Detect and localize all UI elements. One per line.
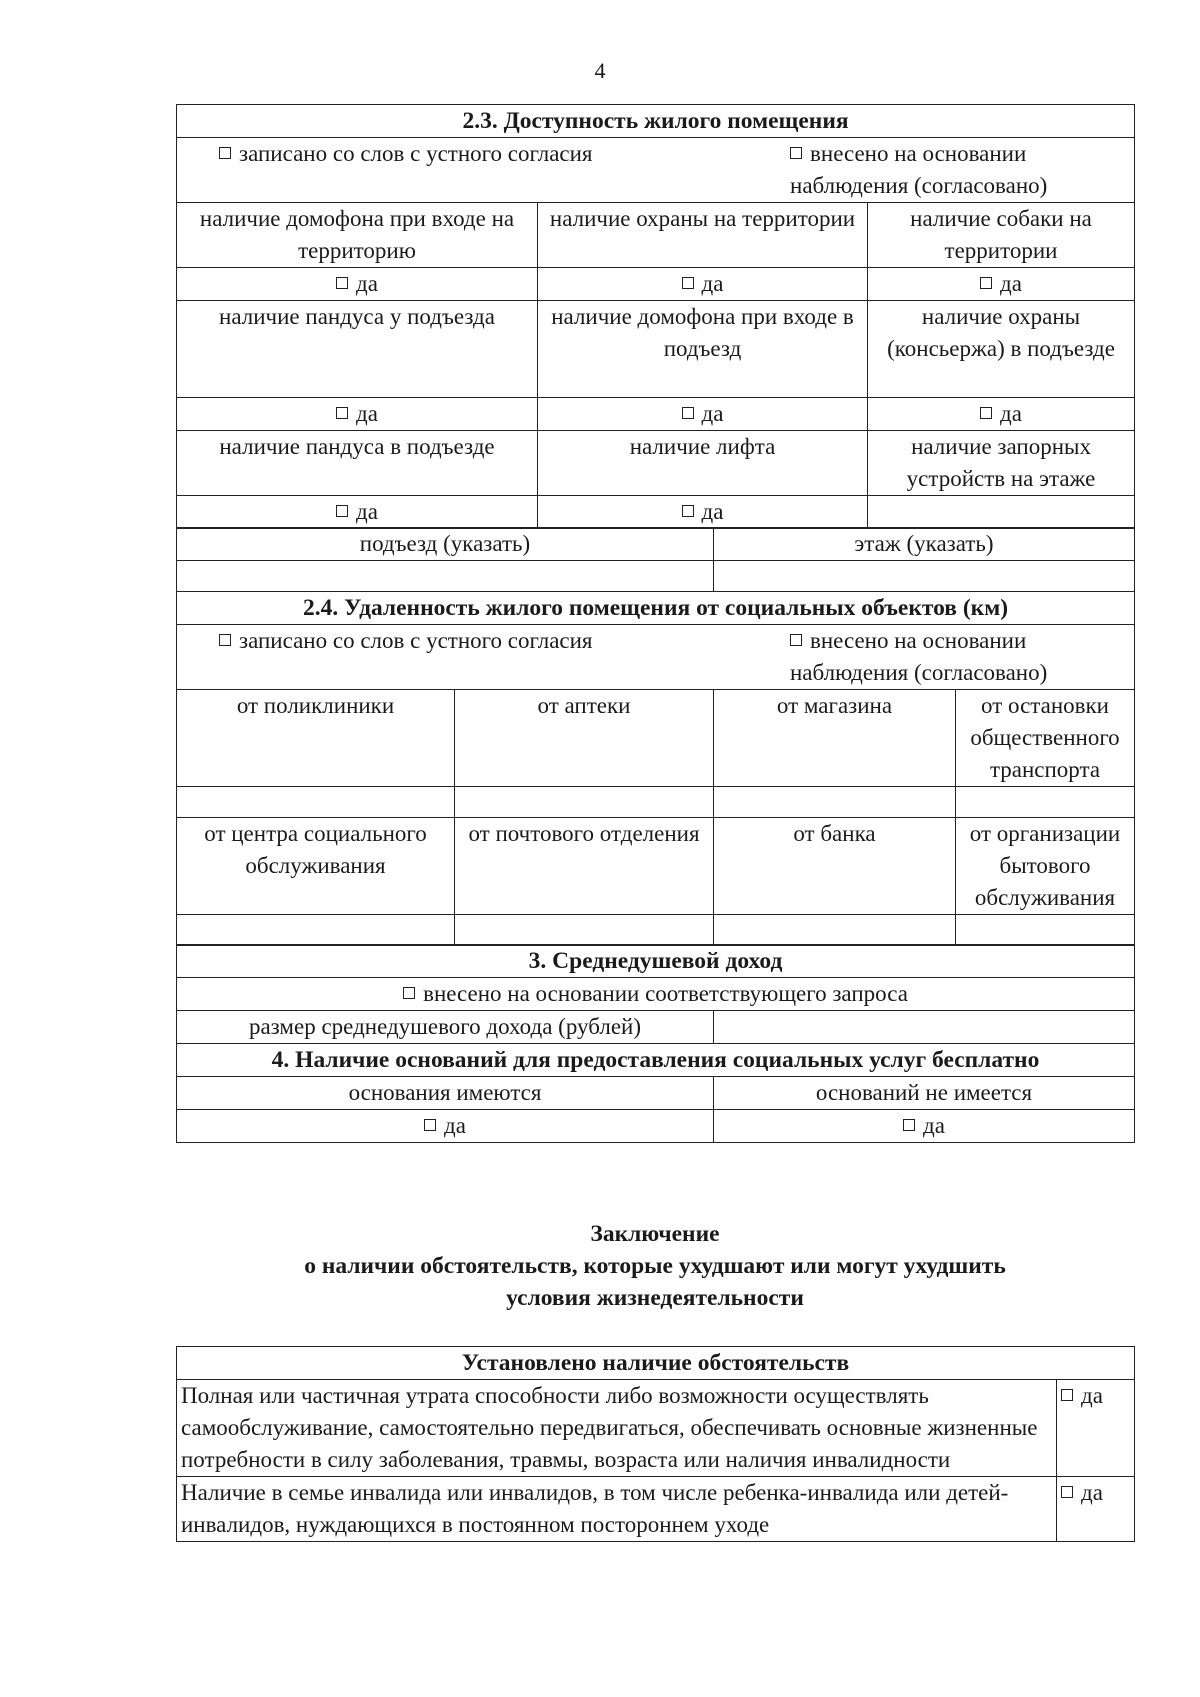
conclusion-subtitle: о наличии обстоятельств, которые ухудшают или могут ухудшить [304, 1253, 1006, 1279]
checkbox-icon [336, 407, 348, 419]
main-form-table [176, 104, 1134, 1143]
checkbox-icon [682, 407, 694, 419]
yes-checkbox[interactable]: да [177, 268, 538, 301]
income-input[interactable] [714, 1011, 1135, 1044]
polyclinic-label: от поликлиники [177, 689, 455, 786]
bank-input[interactable] [714, 914, 956, 945]
social-center-input[interactable] [177, 914, 455, 945]
conclusion-table [176, 1346, 1134, 1542]
checkbox-icon [403, 987, 415, 999]
shop-label: от магазина [714, 689, 956, 786]
entrance-label: подъезд (указать) [177, 528, 714, 561]
checkbox-icon [790, 634, 802, 646]
yes-checkbox[interactable]: да [1057, 1380, 1135, 1477]
conclusion-subtitle-2: условия жизнедеятельности [506, 1285, 804, 1311]
income-request-checkbox[interactable]: внесено на основании соответствующего запроса [177, 978, 1135, 1011]
section-2-4-source [177, 625, 1135, 690]
conclusion-title: Заключение [590, 1221, 720, 1247]
intercom-territory-label: наличие домофона при входе на территорию [177, 203, 538, 268]
household-services-input[interactable] [956, 914, 1135, 945]
observed-option[interactable]: внесено на основании наблюдения (согласовано) [790, 628, 1048, 686]
yes-checkbox[interactable]: да [177, 496, 538, 529]
ramp-entrance-label: наличие пандуса у подъезда [177, 301, 538, 398]
yes-checkbox[interactable]: да [177, 1110, 714, 1143]
shop-input[interactable] [714, 786, 956, 817]
locks-label: наличие запорных устройств на этаже [868, 431, 1135, 496]
yes-checkbox[interactable]: да [714, 1110, 1135, 1143]
yes-checkbox[interactable]: да [1057, 1477, 1135, 1542]
checkbox-icon [219, 634, 231, 646]
circumstance-2: Наличие в семье инвалида или инвалидов, в том числе ребенка-инвалида или детей-инвалидов, нуждающихся в постоянном постороннем уходе [177, 1477, 1057, 1542]
section-2-3-title: 2.3. Доступность жилого помещения [177, 105, 1135, 138]
consent-option[interactable]: записано со слов с устного согласия [181, 138, 593, 202]
yes-checkbox[interactable]: да [177, 398, 538, 431]
checkbox-icon [336, 277, 348, 289]
bank-label: от банка [714, 817, 956, 914]
floor-label: этаж (указать) [714, 528, 1135, 561]
ramp-inside-label: наличие пандуса в подъезде [177, 431, 538, 496]
checkbox-icon [424, 1119, 436, 1131]
post-office-input[interactable] [455, 914, 714, 945]
circumstance-1: Полная или частичная утрата способности либо возможности осуществлять самообслуживание, самостоятельно передвигаться, обеспечивать основные жизненные потребности в силу заболевания, травмы, возраста или наличия инвалидности [177, 1380, 1057, 1477]
elevator-label: наличие лифта [538, 431, 868, 496]
post-office-label: от почтового отделения [455, 817, 714, 914]
yes-checkbox[interactable]: да [538, 268, 868, 301]
dog-territory-label: наличие собаки на территории [868, 203, 1135, 268]
entrance-input[interactable] [177, 561, 714, 592]
section-2-3-source [177, 138, 1135, 203]
conclusion-table-title: Установлено наличие обстоятельств [177, 1347, 1135, 1380]
guard-territory-label: наличие охраны на территории [538, 203, 868, 268]
section-4-title: 4. Наличие оснований для предоставления социальных услуг бесплатно [177, 1044, 1135, 1077]
page-number: 4 [594, 58, 606, 83]
social-center-label: от центра социального обслуживания [177, 817, 455, 914]
yes-checkbox[interactable]: да [538, 496, 868, 529]
checkbox-icon [336, 505, 348, 517]
checkbox-icon [903, 1119, 915, 1131]
grounds-absent-label: оснований не имеется [714, 1077, 1135, 1110]
pharmacy-label: от аптеки [455, 689, 714, 786]
grounds-exist-label: основания имеются [177, 1077, 714, 1110]
empty-cell [868, 496, 1135, 529]
checkbox-icon [1061, 1389, 1073, 1401]
consent-option[interactable]: записано со слов с устного согласия [181, 625, 593, 689]
checkbox-icon [682, 505, 694, 517]
yes-checkbox[interactable]: да [538, 398, 868, 431]
intercom-entrance-label: наличие домофона при входе в подъезд [538, 301, 868, 398]
checkbox-icon [980, 407, 992, 419]
checkbox-icon [682, 277, 694, 289]
checkbox-icon [790, 147, 802, 159]
observed-option[interactable]: внесено на основании наблюдения (согласовано) [790, 141, 1048, 198]
yes-checkbox[interactable]: да [868, 268, 1135, 301]
checkbox-icon [1061, 1486, 1073, 1498]
checkbox-icon [219, 147, 231, 159]
section-3-title: 3. Среднедушевой доход [177, 945, 1135, 978]
checkbox-icon [980, 277, 992, 289]
concierge-label: наличие охраны (консьержа) в подъезде [868, 301, 1135, 398]
pharmacy-input[interactable] [455, 786, 714, 817]
transport-stop-label: от остановки общественного транспорта [956, 689, 1135, 786]
income-label: размер среднедушевого дохода (рублей) [177, 1011, 714, 1044]
floor-input[interactable] [714, 561, 1135, 592]
yes-checkbox[interactable]: да [868, 398, 1135, 431]
polyclinic-input[interactable] [177, 786, 455, 817]
household-services-label: от организации бытового обслуживания [956, 817, 1135, 914]
section-2-4-title: 2.4. Удаленность жилого помещения от социальных объектов (км) [177, 592, 1135, 625]
transport-stop-input[interactable] [956, 786, 1135, 817]
conclusion-heading [176, 1218, 1134, 1314]
